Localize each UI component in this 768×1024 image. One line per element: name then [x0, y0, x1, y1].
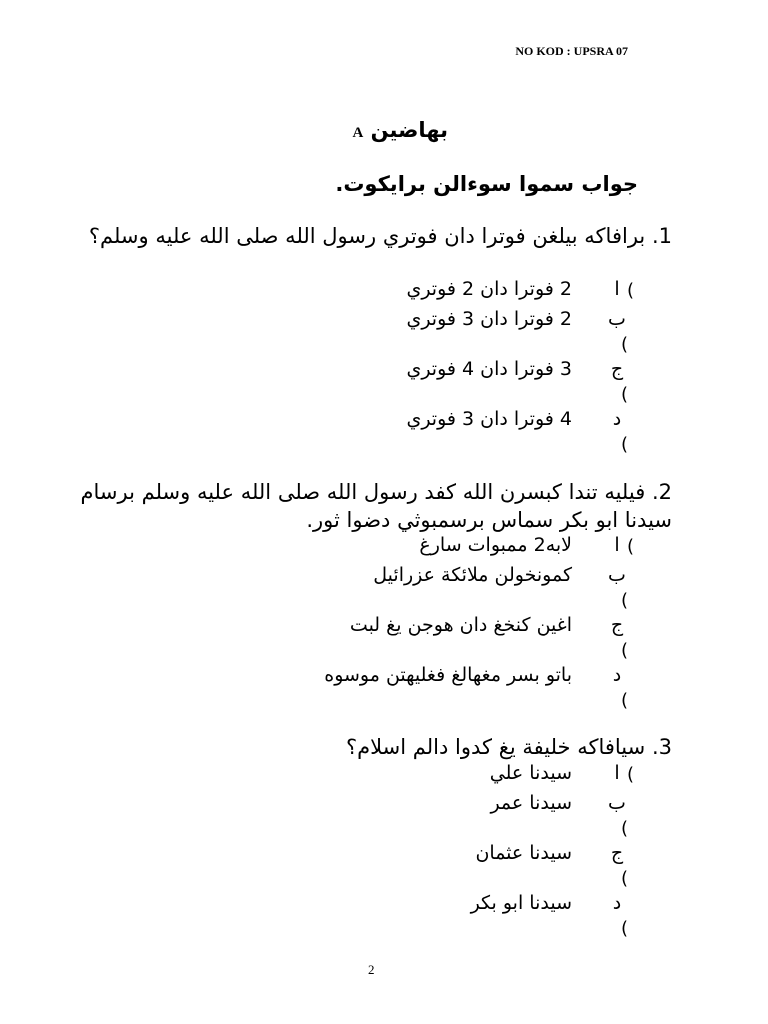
question-number: 3. [651, 735, 672, 759]
option-text: سيدنا ابو بكر [470, 892, 572, 914]
option-a [148, 762, 634, 792]
option-b [148, 564, 628, 614]
option-c [148, 358, 628, 408]
question-2 [42, 478, 672, 534]
option-d [148, 664, 628, 714]
option-text: باتو بسر مغهالغ فغليهتن موسوه [324, 664, 572, 686]
option-d [148, 892, 628, 942]
option-label: ا ) [614, 534, 634, 557]
option-label: د [612, 892, 622, 914]
option-paren: ) [620, 334, 628, 355]
option-paren: ) [620, 590, 628, 611]
question-number: 2. [651, 480, 672, 504]
option-text: 3 فوترا دان 4 فوتري [406, 358, 572, 380]
option-label: د [612, 408, 622, 430]
exam-code: NO KOD : UPSRA 07 [515, 44, 628, 58]
option-label: د [612, 664, 622, 686]
option-paren: ) [620, 384, 628, 405]
option-text: سيدنا عمر [490, 792, 572, 814]
question-3-options [148, 762, 634, 942]
option-text: لابه2 ممبوات سارغ [419, 534, 572, 556]
option-paren: ) [620, 868, 628, 889]
question-3 [42, 733, 672, 761]
option-text: سيدنا عثمان [475, 842, 572, 864]
question-2-options [148, 534, 634, 714]
question-text: برافاكه بيلغن فوترا دان فوتري رسول الله صلى الله عليه وسلم؟ [88, 224, 646, 248]
question-1 [42, 222, 672, 250]
option-label: ا ) [614, 278, 634, 301]
option-a [148, 534, 634, 564]
option-c [148, 614, 628, 664]
option-b [148, 308, 628, 358]
section-letter: A [352, 125, 364, 141]
option-label: ج [610, 842, 624, 864]
option-b [148, 792, 628, 842]
question-text: سيافاكه خليفة يغ كدوا دالم اسلام؟ [346, 735, 646, 759]
option-text: كمونخولن ملائكة عزرائيل [373, 564, 572, 586]
option-paren: ) [620, 818, 628, 839]
option-paren: ) [620, 434, 628, 455]
instruction-text: جواب سموا سوءالن برايكوت. [335, 172, 638, 196]
option-label: ج [610, 614, 624, 636]
option-paren: ) [620, 918, 628, 939]
option-label: ا ) [614, 762, 634, 785]
section-title: بهاضين [370, 118, 448, 142]
option-paren: ) [620, 690, 628, 711]
option-text: 2 فوترا دان 3 فوتري [406, 308, 572, 330]
option-label: ج [610, 358, 624, 380]
option-label: ب [608, 792, 626, 814]
option-a [148, 278, 634, 308]
option-text: اغين كنخغ دان هوجن يغ لبت [349, 614, 572, 636]
option-text: سيدنا علي [489, 762, 572, 784]
question-number: 1. [651, 224, 672, 248]
page-number: 2 [368, 962, 375, 977]
option-text: 2 فوترا دان 2 فوتري [406, 278, 572, 300]
option-text: 4 فوترا دان 3 فوتري [406, 408, 572, 430]
question-text: فيليه تندا كبسرن الله كفد رسول الله صلى الله عليه وسلم برسام سيدنا ابو بكر سماس برسمبوثي دضوا ثور. [80, 480, 672, 532]
option-c [148, 842, 628, 892]
question-1-options [148, 278, 634, 458]
option-paren: ) [620, 640, 628, 661]
section-heading [352, 118, 448, 142]
option-d [148, 408, 628, 458]
option-label: ب [608, 308, 626, 330]
option-label: ب [608, 564, 626, 586]
